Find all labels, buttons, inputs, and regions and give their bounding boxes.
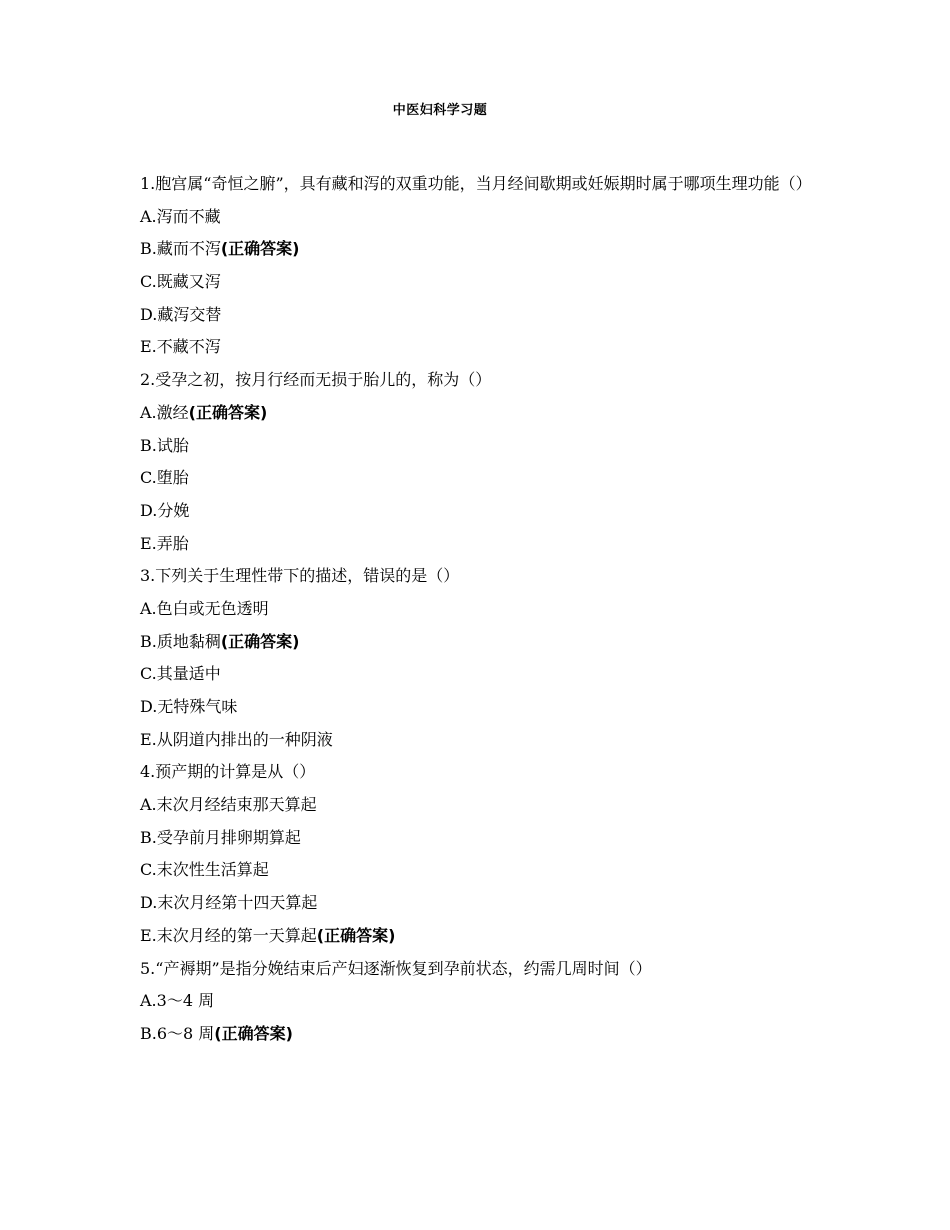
question-1-option-c: C.既藏又泻 [140,272,221,292]
question-3-option-a: A.色白或无色透明 [140,598,269,618]
correct-answer-mark: (正确答案) [220,239,300,259]
question-4-option-c: C.末次性生活算起 [140,860,269,880]
question-list [140,168,820,1051]
correct-answer-mark: (正确答案) [188,402,268,422]
question-5-stem: 5.“产褥期”是指分娩结束后产妇逐渐恢复到孕前状态，约需几周时间（） [140,958,652,978]
question-4-stem: 4.预产期的计算是从（） [140,762,316,782]
question-1-option-d: D.藏泻交替 [140,304,222,324]
question-3-option-b: B.质地黏稠(正确答案) [140,631,300,651]
question-3-option-e: E.从阴道内排出的一种阴液 [140,729,333,749]
correct-answer-mark: (正确答案) [220,631,300,651]
question-2-option-e: E.弄胎 [140,533,189,553]
question-1-option-a: A.泻而不藏 [140,206,221,226]
question-3-option-d: D.无特殊气味 [140,697,238,717]
question-4-option-a: A.末次月经结束那天算起 [140,795,317,815]
question-2-option-a: A.激经(正确答案) [140,402,268,422]
question-3-stem: 3.下列关于生理性带下的描述，错误的是（） [140,566,460,586]
question-2-stem: 2.受孕之初，按月行经而无损于胎儿的，称为（） [140,370,492,390]
question-2-option-c: C.堕胎 [140,468,189,488]
question-3-option-c: C.其量适中 [140,664,221,684]
question-2-option-b: B.试胎 [140,435,189,455]
question-4-option-e: E.末次月经的第一天算起(正确答案) [140,925,396,945]
correct-answer-mark: (正确答案) [316,925,396,945]
question-1-option-b: B.藏而不泻(正确答案) [140,239,300,259]
question-5-option-b: B.6～8 周(正确答案) [140,1023,293,1043]
document-title: 中医妇科学习题 [392,103,488,118]
question-1-stem: 1.胞宫属“奇恒之腑”，具有藏和泻的双重功能，当月经间歇期或妊娠期时属于哪项生理功能（） [140,174,812,193]
question-5-option-a: A.3～4 周 [140,991,215,1011]
question-4-option-b: B.受孕前月排卵期算起 [140,827,301,847]
question-2-option-d: D.分娩 [140,500,190,520]
correct-answer-mark: (正确答案) [214,1023,293,1043]
question-1-option-e: E.不藏不泻 [140,337,221,357]
question-4-option-d: D.末次月经第十四天算起 [140,893,318,913]
